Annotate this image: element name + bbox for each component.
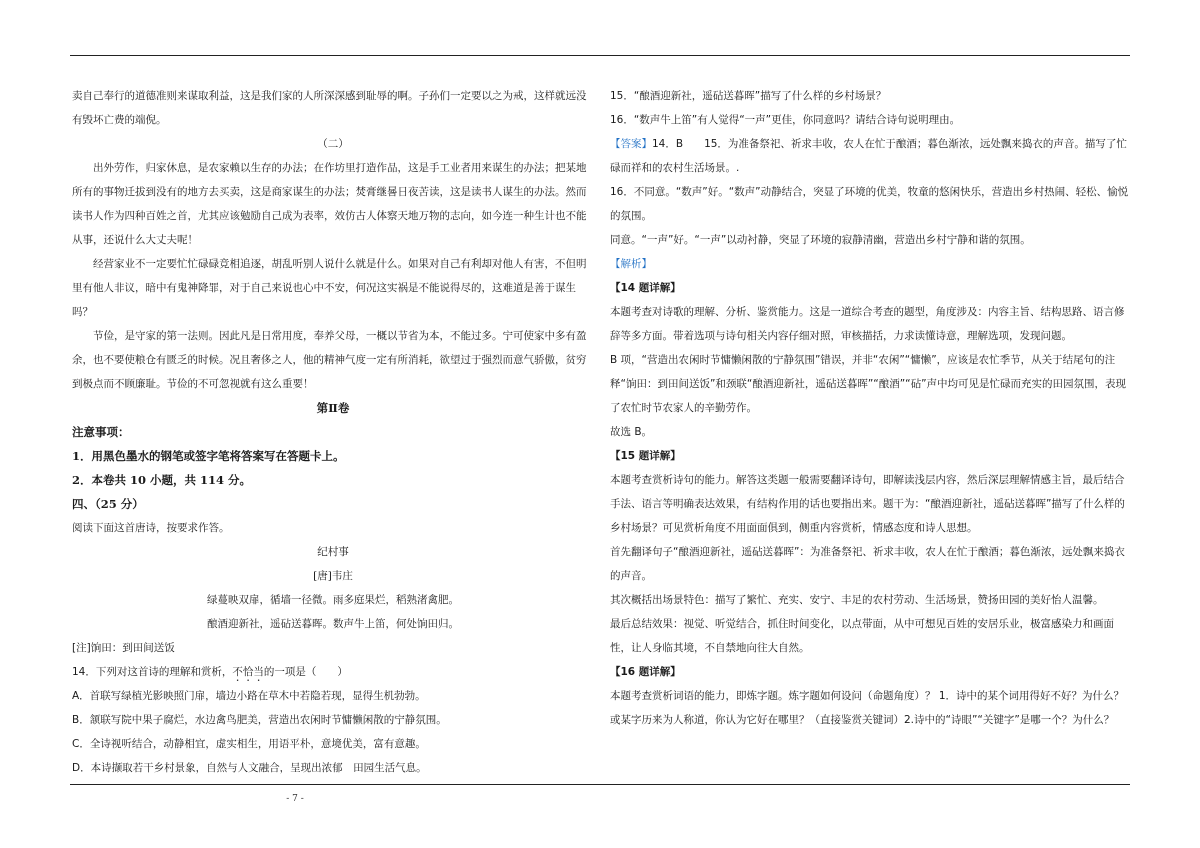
detail-heading-16: 【16 题详解】	[610, 666, 681, 678]
detail-paragraph: 其次概括出场景特色：描写了繁忙、充实、安宁、丰足的农村劳动、生活场景，赞扬田园的美好怡人温馨。	[610, 594, 1104, 606]
detail-paragraph: B 项，“营造出农闲时节慵懒闲散的宁静氛围”错误，并非“农闲”“慵懒”，应该是农忙季节，从关于结尾句的注释“饷田：到田间送饭”和颈联“酿酒迎新社，遥砧送暮晖”“酿酒”“砧”声中均可见是忙碌而充实的田园氛围，表现了农忙时节农家人的辛勤劳作。	[610, 354, 1127, 414]
paragraph: 节俭，是守家的第一法则。因此凡是日常用度，奉养父母，一概以节省为本，不能过多。宁可使家中多有盈余，也不要使粮仓有匮乏的时候。况且奢侈之人，他的精神气度一定有所消耗，欲望过于强烈而意气骄傲，贫穷到极点而不顾廉耻。节俭的不可忽视就有这么重要！	[72, 330, 587, 390]
poem-line: 酿酒迎新社，遥砧送暮晖。数声牛上笛，何处饷田归。	[207, 618, 459, 630]
paragraph: 经营家业不一定要忙忙碌碌竞相追逐，胡乱听别人说什么就是什么。如果对自己有利却对他人有害，不但明里有他人非议，暗中有鬼神降罪，对于自己来说也心中不安，何况这实祸是不能说得尽的，这难道是善于谋生吗？	[72, 258, 587, 318]
paragraph: 出外劳作，归家休息，是农家赖以生存的办法；在作坊里打造作品，这是手工业者用来谋生的办法；把某地所有的事物迁拔到没有的地方去买卖，这是商家谋生的办法；焚膏继晷日夜苦读，这是读书人谋生的办法。然而读书人作为四种百姓之首，尤其应该勉励自己成为表率，效仿古人体察天地万物的志向，如今连一种生计也不能从事，还说什么大丈夫呢！	[72, 162, 587, 246]
detail-heading-15: 【15 题详解】	[610, 450, 681, 462]
emphasized-text: 不恰当	[232, 666, 264, 678]
notice-title: 注意事项：	[72, 425, 130, 439]
footer-rule	[70, 784, 1130, 785]
right-column	[610, 84, 1130, 732]
analysis-tag: 【解析】	[610, 258, 652, 270]
detail-paragraph: 本题考查赏析诗句的能力。解答这类题一般需要翻译诗句，即解读浅层内容，然后深层理解情感主旨，最后结合手法、语言等明确表达效果，有结构作用的话也要指出来。题干为：“酿酒迎新社，遥砧送暮晖”描写了什么样的乡村场景？可见赏析角度不用面面俱到，侧重内容赏析，情感态度和诗人思想。	[610, 474, 1125, 534]
question-16: 16．“数声牛上笛”有人觉得“一声”更佳，你同意吗？请结合诗句说明理由。	[610, 114, 961, 126]
question-text: 14．下列对这首诗的理解和赏析，	[72, 666, 233, 678]
option-c: C．全诗视听结合，动静相宜，虚实相生，用语平朴，意境优美，富有意趣。	[72, 738, 426, 750]
detail-paragraph: 本题考查赏析词语的能力，即炼字题。炼字题如何设问（命题角度）？ 1．诗中的某个词用得好不好？为什么？或某字历来为人称道，你认为它好在哪里？（直接鉴赏关键词）2.诗中的“诗眼”“关键字”是哪一个？为什么？	[610, 690, 1125, 726]
answer-16-part1: 16．不同意。“数声”好。“数声”动静结合，突显了环境的优美，牧童的悠闲快乐，营造出乡村热闹、轻松、愉悦的氛围。	[610, 186, 1129, 222]
section-heading: （二）	[317, 138, 349, 150]
notice-item: 2．本卷共 10 小题，共 114 分。	[72, 473, 252, 487]
detail-paragraph: 故选 B。	[610, 426, 653, 438]
poem-author: [唐]韦庄	[313, 570, 353, 582]
detail-paragraph: 最后总结效果：视觉、听觉结合，抓住时间变化，以点带面，从中可想见百姓的安居乐业，极富感染力和画面性，让人身临其境，不自禁地向往大自然。	[610, 618, 1114, 654]
left-column	[72, 84, 594, 780]
question-14	[72, 660, 594, 684]
detail-paragraph: 首先翻译句子“酿酒迎新社，遥砧送暮晖”：为准备祭祀、祈求丰收，农人在忙于酿酒；暮色渐浓，远处飘来捣衣的声音。	[610, 546, 1125, 582]
option-b: B．颔联写院中果子腐烂，水边禽鸟肥美，营造出农闲时节慵懒闲散的宁静氛围。	[72, 714, 447, 726]
detail-heading-14: 【14 题详解】	[610, 282, 681, 294]
question-text: 的一项是（ ）	[263, 666, 348, 678]
poem-title: 纪村事	[317, 546, 349, 558]
option-d: D．本诗撷取若干乡村景象，自然与人文融合，呈现出浓郁 田园生活气息。	[72, 762, 427, 774]
question-15: 15．“酿酒迎新社，遥砧送暮晖”描写了什么样的乡村场景？	[610, 90, 887, 102]
section-heading: 四、（25 分）	[72, 497, 144, 511]
instruction: 阅读下面这首唐诗，按要求作答。	[72, 522, 230, 534]
volume-title: 第Ⅱ卷	[316, 401, 350, 415]
option-a: A．首联写绿植光影映照门扉，墙边小路在草木中若隐若现，显得生机勃勃。	[72, 690, 426, 702]
answer-block	[610, 132, 1130, 180]
page-number: - 7 -	[286, 794, 304, 804]
answer-text: 14．B 15．为准备祭祀、祈求丰收，农人在忙于酿酒；暮色渐浓，远处飘来捣衣的声音。描写了忙碌而祥和的农村生活场景。.	[610, 138, 1127, 174]
answer-tag: 【答案】	[610, 138, 652, 150]
poem-line: 绿蔓映双扉，循墙一径微。雨多庭果烂，稻熟渚禽肥。	[207, 594, 459, 606]
detail-paragraph: 本题考查对诗歌的理解、分析、鉴赏能力。这是一道综合考查的题型，角度涉及：内容主旨、结构思路、语言修辞等多方面。带着选项与诗句相关内容仔细对照，审核描括，力求读懂诗意，理解选项，发现问题。	[610, 306, 1125, 342]
header-rule	[70, 55, 1130, 56]
notice-item: 1．用黑色墨水的钢笔或签字笔将答案写在答题卡上。	[72, 449, 345, 463]
footnote: [注]饷田：到田间送饭	[72, 642, 175, 654]
answer-16-part2: 同意。“一声”好。“一声”以动衬静，突显了环境的寂静清幽，营造出乡村宁静和谐的氛围。	[610, 234, 1031, 246]
paragraph: 卖自己奉行的道德准则来谋取利益，这是我们家的人所深深感到耻辱的啊。子孙们一定要以之为戒，这样就远没有毁坏亡费的端倪。	[72, 90, 587, 126]
